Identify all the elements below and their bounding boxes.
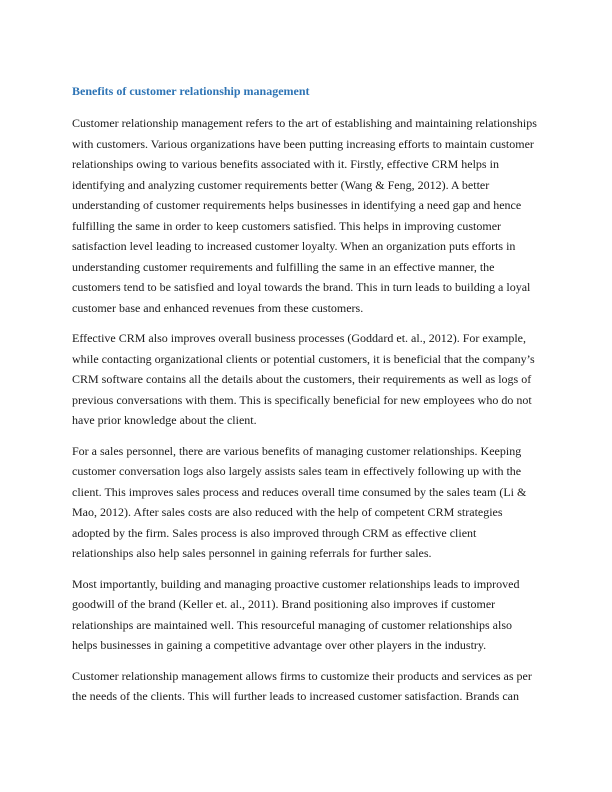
text-line: customer base and enhanced revenues from these customers. [72,300,364,315]
paragraph-customization [72,666,542,707]
text-line: relationships are maintained well. This resourceful managing of customer relationships also [72,617,512,632]
text-line: Mao, 2012). After sales costs are also reduced with the help of competent CRM strategies [72,505,503,519]
text-line: Most importantly, building and managing proactive customer relationships leads to improved [72,576,520,591]
text-line: client. This improves sales process and reduces overall time consumed by the sales team (Li & [72,484,527,499]
paragraph-brand-goodwill [72,574,542,656]
paragraph-crm-definition [72,113,542,318]
text-line: Effective CRM also improves overall business processes (Goddard et. al., 2012). For example, [72,331,527,345]
text-line: previous conversations with them. This is specifically beneficial for new employees who do not [72,392,532,407]
document-body [72,83,542,717]
text-line: Customer relationship management refers to the art of establishing and maintaining relationships [72,116,537,130]
text-line: helps businesses in gaining a competitive advantage over other players in the industry. [72,638,487,652]
text-line: relationships also help sales personnel in gaining referrals for further sales. [72,546,432,560]
text-line: satisfaction level leading to increased customer loyalty. When an organization puts efforts in [72,239,516,253]
text-line: customers tend to be satisfied and loyal towards the brand. This in turn leads to building a loyal [72,280,531,294]
text-line: fulfilling the same in order to keep customers satisfied. This helps in improving customer [72,218,502,233]
text-line: adopted by the firm. Sales process is also improved through CRM as effective client [72,525,477,540]
text-line: For a sales personnel, there are various benefits of managing customer relationships. Keeping [72,443,522,458]
paragraph-business-processes [72,328,542,431]
text-line: with customers. Various organizations have been putting increasing efforts to maintain customer [72,136,534,151]
section-heading: Benefits of customer relationship management [72,84,310,98]
text-line: have prior knowledge about the client. [72,413,257,427]
text-line: relationships owing to various benefits associated with it. Firstly, effective CRM helps in [72,157,499,171]
text-line: goodwill of the brand (Keller et. al., 2011). Brand positioning also improves if customer [72,597,496,611]
text-line: Customer relationship management allows firms to customize their products and services as per [72,668,532,683]
text-line: CRM software contains all the details about the customers, their requirements as well as logs of [72,372,532,386]
text-line: identifying and analyzing customer requirements better (Wang & Feng, 2012). A better [72,177,490,192]
text-line: understanding customer requirements and fulfilling the same in an effective manner, the [72,259,495,274]
text-line: the needs of the clients. This will further leads to increased customer satisfaction. Brands can [72,689,519,703]
text-line: while contacting organizational clients or potential customers, it is beneficial that the company’s [72,351,535,366]
text-line: customer conversation logs also largely assists sales team in effectively following up with the [72,464,522,478]
paragraph-sales-personnel [72,441,542,564]
text-line: understanding of customer requirements helps businesses in identifying a need gap and hence [72,198,522,212]
